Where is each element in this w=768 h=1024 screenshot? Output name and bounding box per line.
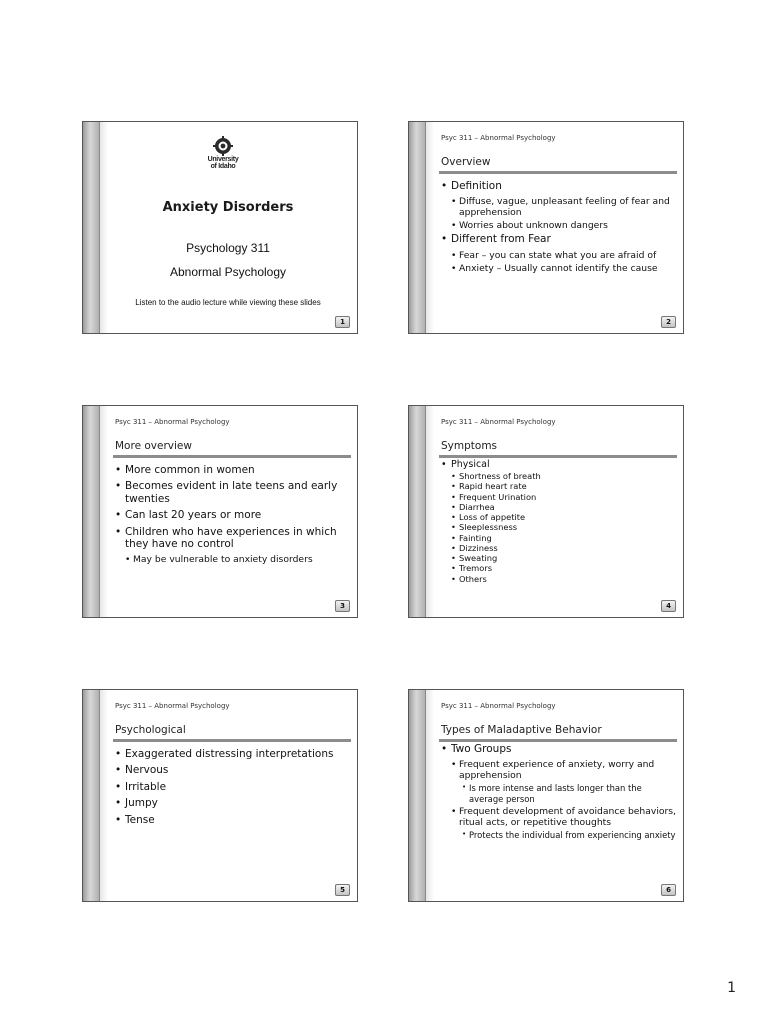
slide-title: Symptoms	[441, 440, 498, 452]
slide-6	[408, 689, 684, 902]
bullet-item: • Irritable	[115, 781, 351, 793]
slide-header: Psyc 311 – Abnormal Psychology	[115, 702, 230, 710]
bullet-item: • Is more intense and lasts longer than the average person	[441, 783, 677, 803]
bullet-item: • Becomes evident in late teens and early twenties	[115, 480, 351, 505]
bullet-item: • Diffuse, vague, unpleasant feeling of fear and apprehension	[441, 196, 677, 218]
slide-side-bar	[409, 406, 426, 617]
bullet-item: • Children who have experiences in which they have no control	[115, 526, 351, 551]
logo-text-line-1: University	[207, 156, 239, 163]
slide-header: Psyc 311 – Abnormal Psychology	[441, 418, 556, 426]
slide-side-bar	[83, 406, 100, 617]
slide-subtitle-course: Psychology 311	[186, 241, 270, 255]
slide-number: 2	[661, 316, 676, 328]
bullet-item: • Worries about unknown dangers	[441, 220, 677, 231]
bullet-item: • Dizziness	[441, 544, 677, 554]
bullet-item: • Diarrhea	[441, 503, 677, 513]
slide-number: 6	[661, 884, 676, 896]
bullet-item: • Shortness of breath	[441, 472, 677, 482]
bullet-item: • Protects the individual from experiencing anxiety	[441, 830, 677, 840]
bullet-item: • Frequent development of avoidance behaviors, ritual acts, or repetitive thoughts	[441, 806, 677, 828]
bullet-item: • More common in women	[115, 464, 351, 476]
bullet-list	[115, 464, 351, 567]
slide-number: 5	[335, 884, 350, 896]
bullet-item: • Tremors	[441, 564, 677, 574]
slide-title: Overview	[441, 156, 491, 168]
bullet-item: • Fear – you can state what you are afraid of	[441, 250, 677, 261]
bullet-item: • Two Groups	[441, 743, 677, 755]
slide-5	[82, 689, 358, 902]
bullet-item: • Can last 20 years or more	[115, 509, 351, 521]
slide-1	[82, 121, 358, 334]
bullet-item: • Tense	[115, 814, 351, 826]
bullet-item: • Definition	[441, 180, 677, 192]
slide-title: More overview	[115, 440, 192, 452]
bullet-item: • Sleeplessness	[441, 523, 677, 533]
bullet-item: • Others	[441, 575, 677, 585]
slide-number: 1	[335, 316, 350, 328]
bullet-item: • Nervous	[115, 764, 351, 776]
title-rule	[113, 455, 351, 458]
university-logo	[200, 136, 246, 170]
slide-note: Listen to the audio lecture while viewing these slides	[135, 298, 321, 307]
bullet-item: • Different from Fear	[441, 233, 677, 245]
slide-subtitle-name: Abnormal Psychology	[169, 265, 287, 279]
bullet-item: • Loss of appetite	[441, 513, 677, 523]
bullet-item: • Anxiety – Usually cannot identify the cause	[441, 263, 677, 274]
slide-side-bar	[83, 122, 100, 333]
slide-side-bar	[83, 690, 100, 901]
slide-4	[408, 405, 684, 618]
bullet-item: • Jumpy	[115, 797, 351, 809]
slide-number: 4	[661, 600, 676, 612]
slide-side-bar	[409, 690, 426, 901]
slide-3	[82, 405, 358, 618]
slide-title: Psychological	[115, 724, 186, 736]
bullet-item: • Rapid heart rate	[441, 482, 677, 492]
bullet-item: • May be vulnerable to anxiety disorders	[115, 554, 351, 565]
bullet-list	[441, 180, 677, 276]
title-rule	[439, 455, 677, 458]
slide-header: Psyc 311 – Abnormal Psychology	[441, 702, 556, 710]
bullet-list	[115, 748, 351, 830]
title-rule	[439, 171, 677, 174]
slide-title: Types of Maladaptive Behavior	[441, 724, 602, 736]
slide-number: 3	[335, 600, 350, 612]
title-rule	[113, 739, 351, 742]
title-rule	[439, 739, 677, 742]
bullet-item: • Frequent Urination	[441, 493, 677, 503]
university-seal-icon	[213, 136, 233, 156]
bullet-list	[441, 743, 677, 842]
bullet-item: • Fainting	[441, 534, 677, 544]
slide-title: Anxiety Disorders	[162, 200, 294, 215]
bullet-item: • Physical	[441, 459, 677, 470]
logo-text-line-2: of Idaho	[210, 163, 236, 170]
slide-2	[408, 121, 684, 334]
bullet-item: • Exaggerated distressing interpretations	[115, 748, 351, 760]
bullet-item: • Sweating	[441, 554, 677, 564]
slide-side-bar	[409, 122, 426, 333]
slide-header: Psyc 311 – Abnormal Psychology	[441, 134, 556, 142]
slide-header: Psyc 311 – Abnormal Psychology	[115, 418, 230, 426]
page-number: 1	[727, 980, 736, 996]
bullet-item: • Frequent experience of anxiety, worry and apprehension	[441, 759, 677, 781]
bullet-list	[441, 459, 677, 585]
